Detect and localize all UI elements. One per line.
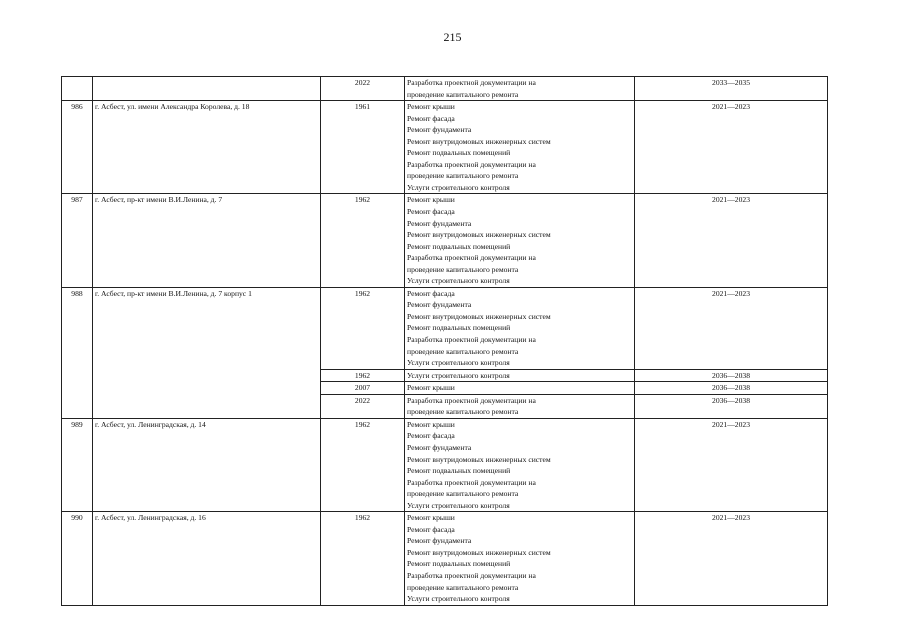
work-item: проведение капитального ремонта (407, 264, 519, 274)
work-item: Ремонт подвальных помещений (407, 241, 511, 251)
table-row (62, 512, 828, 605)
year-cell: 1962 (321, 369, 405, 382)
work-item: Ремонт внутридомовых инженерных систем (407, 454, 551, 464)
period-cell: 2036—2038 (635, 382, 828, 395)
work-item: Ремонт внутридомовых инженерных систем (407, 311, 551, 321)
works-cell (405, 369, 635, 382)
work-item: Разработка проектной документации на (407, 570, 536, 580)
year-cell: 1962 (321, 194, 405, 287)
works-cell (405, 394, 635, 418)
work-item: Ремонт крыши (407, 419, 455, 429)
period-cell: 2021—2023 (635, 101, 828, 194)
works-cell (405, 287, 635, 369)
work-item: Ремонт подвальных помещений (407, 559, 511, 569)
work-item: проведение капитального ремонта (407, 407, 519, 417)
work-item: Услуги строительного контроля (407, 594, 510, 604)
repair-schedule-table (61, 76, 828, 606)
work-item: проведение капитального ремонта (407, 346, 519, 356)
address-cell: г. Асбест, ул. Ленинградская, д. 16 (93, 512, 321, 605)
work-item: Ремонт фасада (407, 207, 455, 217)
table-row (62, 77, 828, 101)
row-number: 986 (62, 101, 93, 194)
works-cell (405, 512, 635, 605)
table-row (62, 287, 828, 369)
work-item: Ремонт крыши (407, 102, 455, 112)
work-item: Разработка проектной документации на (407, 78, 536, 87)
work-item: Ремонт фасада (407, 288, 455, 298)
work-item: Ремонт внутридомовых инженерных систем (407, 230, 551, 240)
works-cell (405, 77, 635, 101)
works-cell (405, 194, 635, 287)
work-item: Ремонт фасада (407, 113, 455, 123)
year-cell: 1962 (321, 418, 405, 511)
year-cell: 2007 (321, 382, 405, 395)
work-item: Разработка проектной документации на (407, 477, 536, 487)
work-item: Ремонт внутридомовых инженерных систем (407, 547, 551, 557)
work-item: Ремонт фасада (407, 524, 455, 534)
address-cell: г. Асбест, ул. имени Александра Королева, д. 18 (93, 101, 321, 194)
address-cell: г. Асбест, пр-кт имени В.И.Ленина, д. 7 корпус 1 (93, 287, 321, 418)
works-cell (405, 101, 635, 194)
work-item: Услуги строительного контроля (407, 182, 510, 192)
row-number (62, 77, 93, 101)
work-item: Ремонт фундамента (407, 125, 472, 135)
works-cell (405, 382, 635, 395)
period-cell: 2036—2038 (635, 394, 828, 418)
year-cell: 2022 (321, 77, 405, 101)
year-cell: 1962 (321, 512, 405, 605)
address-cell: г. Асбест, ул. Ленинградская, д. 14 (93, 418, 321, 511)
work-item: Ремонт фасада (407, 431, 455, 441)
work-item: Ремонт подвальных помещений (407, 323, 511, 333)
work-item: проведение капитального ремонта (407, 89, 519, 99)
work-item: проведение капитального ремонта (407, 171, 519, 181)
period-cell: 2021—2023 (635, 512, 828, 605)
row-number: 988 (62, 287, 93, 418)
work-item: Ремонт подвальных помещений (407, 466, 511, 476)
table-row (62, 101, 828, 194)
address-cell (93, 77, 321, 101)
work-item: Услуги строительного контроля (407, 358, 510, 368)
address-cell: г. Асбест, пр-кт имени В.И.Ленина, д. 7 (93, 194, 321, 287)
work-item: Ремонт крыши (407, 195, 455, 205)
table-row (62, 418, 828, 511)
work-item: Разработка проектной документации на (407, 335, 536, 345)
work-item: Ремонт фундамента (407, 300, 472, 310)
page-number: 215 (443, 30, 462, 44)
works-cell (405, 418, 635, 511)
period-cell: 2036—2038 (635, 369, 828, 382)
table-body (62, 77, 828, 606)
period-cell: 2021—2023 (635, 194, 828, 287)
work-item: Услуги строительного контроля (407, 276, 510, 286)
work-item: Разработка проектной документации на (407, 253, 536, 263)
year-cell: 1962 (321, 287, 405, 369)
year-cell: 2022 (321, 394, 405, 418)
period-cell: 2021—2023 (635, 287, 828, 369)
work-item: Разработка проектной документации на (407, 395, 536, 405)
period-cell: 2021—2023 (635, 418, 828, 511)
work-item: Ремонт фундамента (407, 536, 472, 546)
period-cell: 2033—2035 (635, 77, 828, 101)
year-cell: 1961 (321, 101, 405, 194)
work-item: Ремонт крыши (407, 513, 455, 523)
work-item: Услуги строительного контроля (407, 370, 510, 380)
work-item: проведение капитального ремонта (407, 489, 519, 499)
row-number: 990 (62, 512, 93, 605)
row-number: 989 (62, 418, 93, 511)
work-item: Ремонт крыши (407, 383, 455, 393)
work-item: Услуги строительного контроля (407, 500, 510, 510)
work-item: Ремонт фундамента (407, 442, 472, 452)
work-item: Ремонт внутридомовых инженерных систем (407, 136, 551, 146)
work-item: Ремонт подвальных помещений (407, 148, 511, 158)
row-number: 987 (62, 194, 93, 287)
table-row (62, 194, 828, 287)
work-item: Разработка проектной документации на (407, 159, 536, 169)
work-item: проведение капитального ремонта (407, 582, 519, 592)
work-item: Ремонт фундамента (407, 218, 472, 228)
